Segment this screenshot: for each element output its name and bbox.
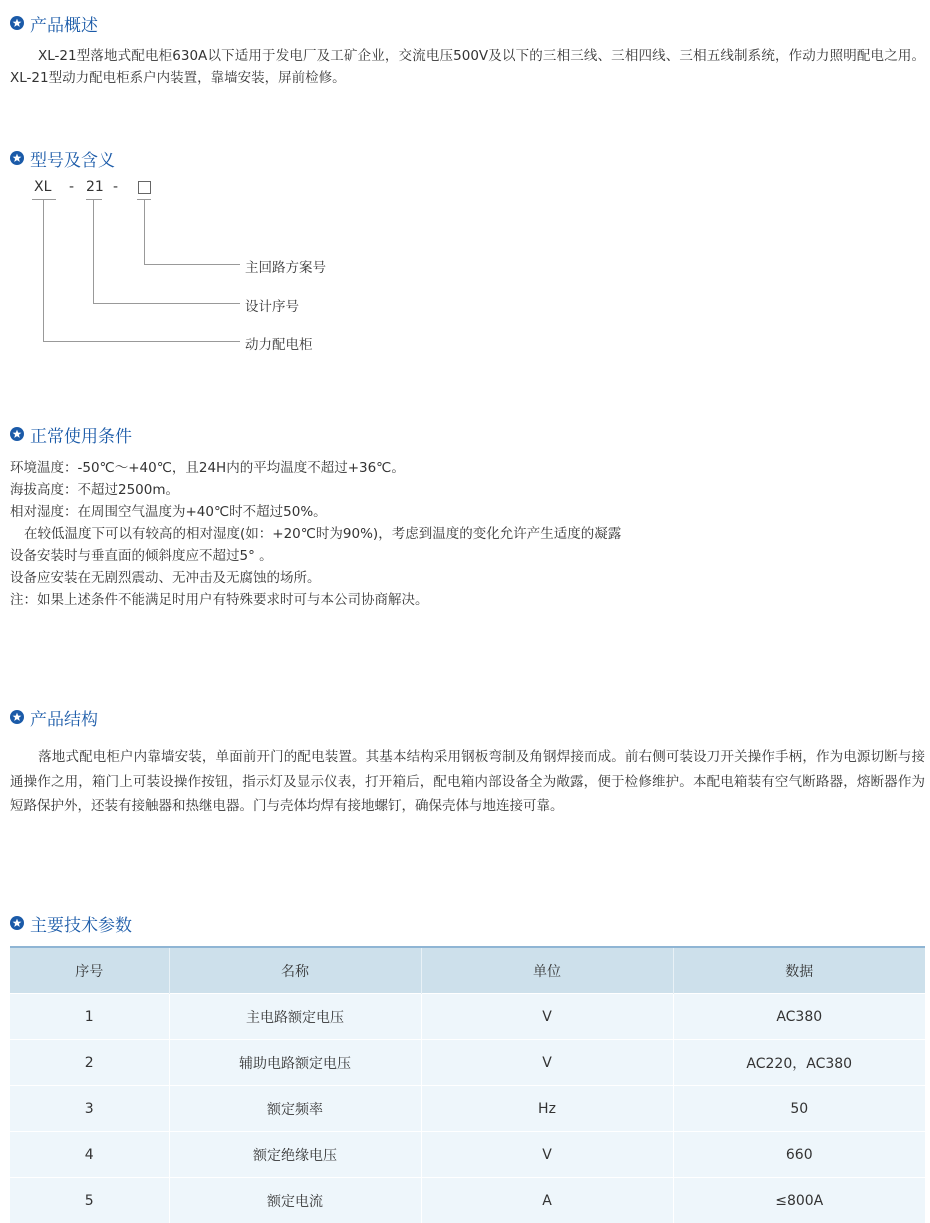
label-power-cabinet: 动力配电柜 — [245, 333, 313, 353]
label-design-serial: 设计序号 — [245, 295, 299, 315]
diagram-connector-lines — [0, 170, 400, 370]
section-title-text: 型号及含义 — [30, 146, 115, 171]
tech-params-table — [10, 946, 925, 1223]
star-bullet-icon — [10, 151, 24, 165]
section-title-text: 主要技术参数 — [30, 911, 132, 936]
code-dash: - — [113, 179, 118, 195]
cell-data: AC380 — [673, 994, 925, 1040]
code-dash: - — [69, 179, 74, 195]
condition-line: 设备安装时与垂直面的倾斜度应不超过5° 。 — [10, 545, 273, 567]
structure-paragraph — [10, 745, 925, 819]
table-row — [10, 1086, 925, 1132]
cell-name: 主电路额定电压 — [169, 994, 421, 1040]
header-name: 名称 — [169, 947, 421, 994]
star-bullet-icon — [10, 916, 24, 930]
cell-serial: 3 — [10, 1086, 169, 1132]
condition-line: 设备应安装在无剧烈震动、无冲击及无腐蚀的场所。 — [10, 567, 321, 589]
section-title-text: 产品概述 — [30, 11, 98, 36]
section-title-model — [10, 145, 115, 171]
code-part-xl: XL — [34, 179, 51, 195]
section-title-text: 正常使用条件 — [30, 422, 132, 447]
header-data: 数据 — [673, 947, 925, 994]
star-bullet-icon — [10, 710, 24, 724]
cell-name: 辅助电路额定电压 — [169, 1040, 421, 1086]
cell-serial: 2 — [10, 1040, 169, 1086]
condition-line: 相对湿度：在周围空气温度为+40℃时不超过50%。 — [10, 501, 327, 523]
table-row — [10, 1178, 925, 1223]
model-code-diagram — [0, 170, 400, 370]
structure-text: 落地式配电柜户内靠墙安装，单面前开门的配电装置。其基本结构采用钢板弯制及角钢焊接而成。前右侧可装设刀开关操作手柄，作为电源切断与接通操作之用，箱门上可装设操作按钮，指示灯及显示仪表，打开箱后，配电箱内部设备全为敞露，便于检修维护。本配电箱装有空气断路器，熔断器作为短路保护外，还装有接触器和热继电器。门与壳体均焊有接地螺钉，确保壳体与地连接可靠。 — [10, 749, 925, 814]
condition-line: 海拔高度：不超过2500m。 — [10, 479, 179, 501]
cell-data: ≤800A — [673, 1178, 925, 1223]
table-row — [10, 1132, 925, 1178]
cell-name: 额定频率 — [169, 1086, 421, 1132]
cell-serial: 4 — [10, 1132, 169, 1178]
cell-unit: Hz — [421, 1086, 673, 1132]
code-part-21: 21 — [86, 179, 104, 195]
cell-unit: V — [421, 1040, 673, 1086]
cell-serial: 1 — [10, 994, 169, 1040]
table-row — [10, 994, 925, 1040]
placeholder-box-icon — [139, 182, 151, 194]
condition-line: 在较低温度下可以有较高的相对湿度(如：+20℃时为90%)，考虑到温度的变化允许产生适度的凝露 — [24, 523, 621, 545]
condition-line: 注：如果上述条件不能满足时用户有特殊要求时可与本公司协商解决。 — [10, 589, 429, 611]
cell-name: 额定绝缘电压 — [169, 1132, 421, 1178]
label-main-circuit-scheme: 主回路方案号 — [245, 256, 326, 276]
star-bullet-icon — [10, 16, 24, 30]
header-serial: 序号 — [10, 947, 169, 994]
cell-unit: V — [421, 1132, 673, 1178]
overview-paragraph — [10, 45, 925, 89]
star-bullet-icon — [10, 427, 24, 441]
table-header-row — [10, 947, 925, 994]
cell-unit: V — [421, 994, 673, 1040]
section-title-structure — [10, 704, 98, 730]
cell-serial: 5 — [10, 1178, 169, 1223]
section-title-conditions — [10, 421, 132, 447]
header-unit: 单位 — [421, 947, 673, 994]
section-title-text: 产品结构 — [30, 705, 98, 730]
cell-data: AC220，AC380 — [673, 1040, 925, 1086]
cell-data: 660 — [673, 1132, 925, 1178]
cell-data: 50 — [673, 1086, 925, 1132]
condition-line: 环境温度：-50℃～+40℃，且24H内的平均温度不超过+36℃。 — [10, 457, 405, 479]
table-row — [10, 1040, 925, 1086]
overview-text: XL-21型落地式配电柜630A以下适用于发电厂及工矿企业，交流电压500V及以下的三相三线、三相四线、三相五线制系统，作动力照明配电之用。XL-21型动力配电柜系户内装置，靠墙安装，屏前检修。 — [10, 48, 925, 86]
cell-name: 额定电流 — [169, 1178, 421, 1223]
section-title-overview — [10, 10, 98, 36]
section-title-params — [10, 910, 132, 936]
cell-unit: A — [421, 1178, 673, 1223]
